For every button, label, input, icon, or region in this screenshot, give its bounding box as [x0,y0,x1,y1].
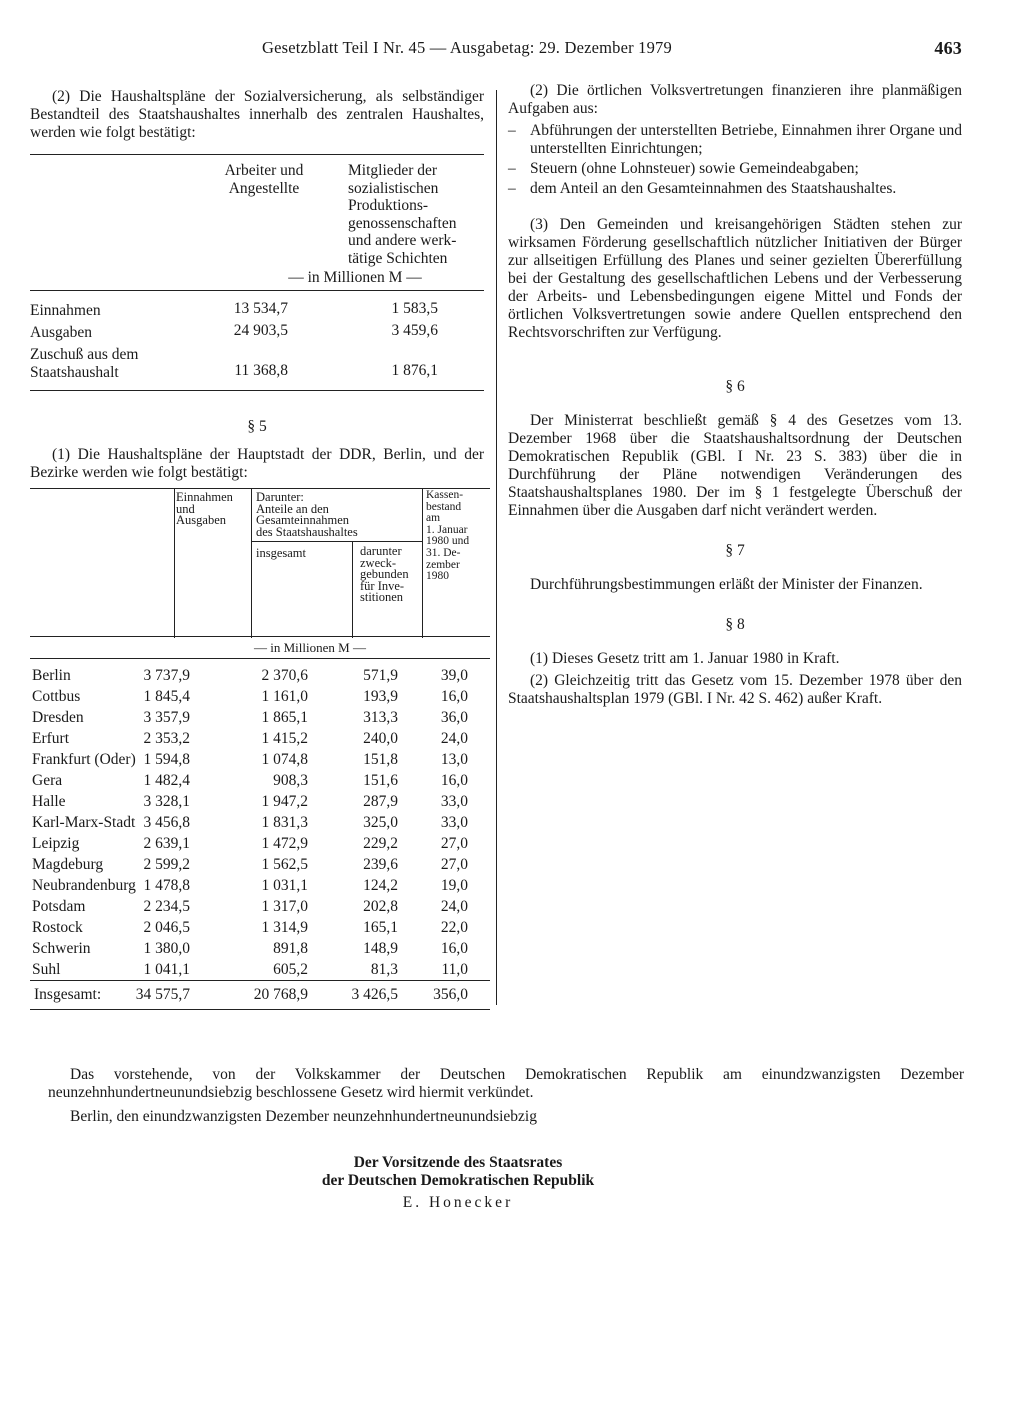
signature-name: E. Honecker [402,1194,514,1211]
total-zweckgebunden: 3 426,5 [351,986,398,1003]
region-name: Gera [32,772,63,789]
value-insgesamt: 605,2 [273,961,308,978]
table-rule-bottom [30,390,484,391]
table-row [30,919,490,940]
region-name: Suhl [32,961,61,978]
value-insgesamt: 1 947,2 [261,793,308,810]
row-label-einnahmen: Einnahmen [30,302,101,319]
region-name: Dresden [32,709,84,726]
value-kassenbestand: 16,0 [440,688,468,705]
promulgation-block [48,1066,964,1212]
region-name: Leipzig [32,835,80,852]
region-name: Frankfurt (Oder) [32,751,136,768]
total-row [30,986,490,1007]
value-kassenbestand: 24,0 [440,730,468,747]
value-insgesamt: 1 317,0 [261,898,308,915]
para-section-8-1: (1) Dieses Gesetz tritt am 1. Januar 1980 in Kraft. [530,650,840,667]
table-row [30,688,490,709]
value-insgesamt: 1 562,5 [261,856,308,873]
value-einnahmen: 3 328,1 [143,793,190,810]
region-name: Potsdam [32,898,86,915]
para-section-6: Der Ministerrat beschließt gemäß § 4 des Gesetzes vom 13. Dezember 1968 über die Staatshaushaltsordnung der Deutschen Demokratischen Republik (GBl. I Nr. 23 S. 383) über die in Durchführung der Pläne notwendigen Veränderungen des Staatshaushaltsplanes 1980. Der im § 1 festgelegte Überschuß der Einnahmen über die Ausgaben darf nicht verändert werden. [508,412,962,519]
value-zweckgebunden: 165,1 [363,919,398,936]
value-zweckgebunden: 313,3 [363,709,398,726]
value-insgesamt: 1 031,1 [261,877,308,894]
unit-label-2: — in Millionen M — [254,640,366,655]
table-row [30,751,490,772]
value-zweckgebunden: 229,2 [363,835,398,852]
table-row [30,814,490,835]
value-kassenbestand: 13,0 [440,751,468,768]
value-kassenbestand: 27,0 [440,835,468,852]
value-insgesamt: 1 831,3 [261,814,308,831]
value-zweckgebunden: 202,8 [363,898,398,915]
value-zweckgebunden: 571,9 [363,667,398,684]
unit-label: — in Millionen M — [288,269,422,286]
promulgation-text: Das vorstehende, von der Volkskammer der Deutschen Demokratischen Republik am einundzwanzigsten Dezember neunzehnhundertneunundsiebzig beschlossene Gesetz wird hiermit verkündet. [48,1066,964,1101]
col-header-darunter: Darunter: Anteile an den Gesamteinnahmen des Staatshaushaltes [256,490,358,539]
section-8-heading: § 8 [725,616,745,633]
region-name: Karl-Marx-Stadt [32,814,136,831]
value-kassenbestand: 16,0 [440,772,468,789]
value-zweckgebunden: 287,9 [363,793,398,810]
table-row [30,961,490,982]
list-item: – Steuern (ohne Lohnsteuer) sowie Gemeindeabgaben; [508,160,859,177]
para-section-7: Durchführungsbestimmungen erläßt der Minister der Finanzen. [530,576,923,593]
para-2-social-insurance: (2) Die Haushaltspläne der Sozialversicherung, als selbständiger Bestandteil des Staatshaushaltes innerhalb des zentralen Haushaltes, werden wie folgt bestätigt: [30,88,484,141]
table-row [30,835,490,856]
right-column [508,82,962,708]
col-header-members: Mitglieder der sozialistischen Produktions- genossenschaften und andere werk- tätige Schichten [348,162,457,267]
value-insgesamt: 891,8 [273,940,308,957]
value-kassenbestand: 39,0 [440,667,468,684]
value-einnahmen: 1 380,0 [143,940,190,957]
col-header-workers: Arbeiter und Angestellte [224,162,304,197]
table-row [30,877,490,898]
page-number: 463 [934,38,962,58]
total-einnahmen: 34 575,7 [135,986,190,1003]
section-6-heading: § 6 [725,378,745,395]
value-einnahmen: 2 599,2 [143,856,190,873]
total-label: Insgesamt: [34,986,102,1003]
value-insgesamt: 1 314,9 [261,919,308,936]
table-rule-top [30,154,484,155]
value-zuschuss-members: 1 876,1 [391,362,438,379]
value-zweckgebunden: 239,6 [363,856,398,873]
column-divider [496,90,497,1005]
value-einnahmen: 3 456,8 [143,814,190,831]
value-zweckgebunden: 148,9 [363,940,398,957]
value-einnahmen: 1 478,8 [143,877,190,894]
value-zweckgebunden: 151,6 [363,772,398,789]
gazette-title: Gesetzblatt Teil I Nr. 45 — Ausgabetag: 29. Dezember 1979 [262,38,672,57]
value-zweckgebunden: 81,3 [370,961,398,978]
total-insgesamt: 20 768,9 [253,986,308,1003]
table-row [30,667,490,688]
table-row [30,730,490,751]
table-row [30,793,490,814]
col-header-kassenbestand: Kassen- bestand am 1. Januar 1980 und 31. De- zember 1980 [426,489,470,583]
para-section-8-2: (2) Gleichzeitig tritt das Gesetz vom 15. Dezember 1978 über den Staatshaushaltsplan 1979 (GBl. I Nr. 42 S. 462) außer Kraft. [508,672,962,707]
table-row [30,898,490,919]
value-insgesamt: 1 865,1 [261,709,308,726]
col-header-zweckgebunden: darunter zweck- gebunden für Inve- stitionen [360,544,409,604]
value-einnahmen: 1 594,8 [143,751,190,768]
value-einnahmen-workers: 13 534,7 [233,300,288,317]
value-insgesamt: 1 415,2 [261,730,308,747]
value-insgesamt: 2 370,6 [261,667,308,684]
region-name: Schwerin [32,940,91,957]
social-insurance-table [30,154,484,454]
section-5-heading: § 5 [247,418,267,435]
value-kassenbestand: 11,0 [441,961,468,978]
value-ausgaben-workers: 24 903,5 [233,322,288,339]
funding-sources-list [508,122,962,198]
table-row [30,709,490,730]
value-zweckgebunden: 151,8 [363,751,398,768]
value-einnahmen: 3 357,9 [143,709,190,726]
region-name: Rostock [32,919,83,936]
region-name: Magdeburg [32,856,104,873]
value-kassenbestand: 19,0 [440,877,468,894]
para-2-volksvertretungen: (2) Die örtlichen Volksvertretungen finanzieren ihre planmäßigen Aufgaben aus: [508,82,962,117]
value-zweckgebunden: 124,2 [363,877,398,894]
total-kassenbestand: 356,0 [433,986,468,1003]
signature-block [48,1154,868,1212]
bezirke-budget-table [30,488,484,1008]
col-header-einnahmen: Einnahmen und Ausgaben [176,490,233,527]
section-7-heading: § 7 [725,542,745,559]
list-item: – Abführungen der unterstellten Betriebe, Einnahmen ihrer Organe und unterstellten Einrichtungen; [508,122,962,157]
col-header-insgesamt: insgesamt [256,546,306,560]
table-row [30,940,490,961]
value-insgesamt: 1 074,8 [261,751,308,768]
value-kassenbestand: 33,0 [440,793,468,810]
value-kassenbestand: 16,0 [440,940,468,957]
para-3-gemeinden: (3) Den Gemeinden und kreisangehörigen Städten stehen zur wirksamen Förderung gesellschaftlich nützlicher Initiativen der Bürger zur allseitigen Erfüllung des Planes und seiner gezielten Übererfüllung bei der Gestaltung des gesellschaftlichen Lebens und der Verbesserung der Arbeits- und Lebensbedingungen eigene Mittel und Fonds der örtlichen Volksvertretungen sowie andere Quellen entsprechend den Rechtsvorschriften zur Verfügung. [508,216,962,341]
value-kassenbestand: 36,0 [440,709,468,726]
row-label-zuschuss: Zuschuß aus dem Staatshaushalt [30,346,139,381]
value-zuschuss-workers: 11 368,8 [234,362,288,379]
list-item: – dem Anteil an den Gesamteinnahmen des Staatshaushaltes. [508,180,897,197]
row-label-ausgaben: Ausgaben [30,324,92,341]
signature-title-1: Der Vorsitzende des Staatsrates [353,1154,563,1171]
value-einnahmen: 2 353,2 [143,730,190,747]
value-kassenbestand: 33,0 [440,814,468,831]
value-insgesamt: 1 161,0 [261,688,308,705]
left-column [30,88,484,1008]
value-zweckgebunden: 240,0 [363,730,398,747]
value-einnahmen: 1 845,4 [143,688,190,705]
para-1-bezirke: (1) Die Haushaltspläne der Hauptstadt der DDR, Berlin, und der Bezirke werden wie folgt bestätigt: [30,446,484,481]
value-einnahmen: 2 046,5 [143,919,190,936]
table-row [30,772,490,793]
value-einnahmen: 2 639,1 [143,835,190,852]
value-kassenbestand: 22,0 [440,919,468,936]
region-name: Halle [32,793,66,810]
value-kassenbestand: 27,0 [440,856,468,873]
table-rule-mid [30,290,484,291]
region-name: Erfurt [32,730,70,747]
value-einnahmen-members: 1 583,5 [391,300,438,317]
region-name: Cottbus [32,688,81,705]
value-insgesamt: 908,3 [273,772,308,789]
value-zweckgebunden: 193,9 [363,688,398,705]
value-einnahmen: 3 737,9 [143,667,190,684]
value-einnahmen: 1 041,1 [143,961,190,978]
value-ausgaben-members: 3 459,6 [391,322,438,339]
value-kassenbestand: 24,0 [440,898,468,915]
region-name: Neubrandenburg [32,877,136,894]
value-zweckgebunden: 325,0 [363,814,398,831]
region-name: Berlin [32,667,71,684]
value-einnahmen: 2 234,5 [143,898,190,915]
signature-title-2: der Deutschen Demokratischen Republik [321,1172,595,1189]
value-insgesamt: 1 472,9 [261,835,308,852]
table-row [30,856,490,877]
place-date: Berlin, den einundzwanzigsten Dezember neunzehnhundertneunundsiebzig [70,1108,537,1125]
value-einnahmen: 1 482,4 [143,772,190,789]
